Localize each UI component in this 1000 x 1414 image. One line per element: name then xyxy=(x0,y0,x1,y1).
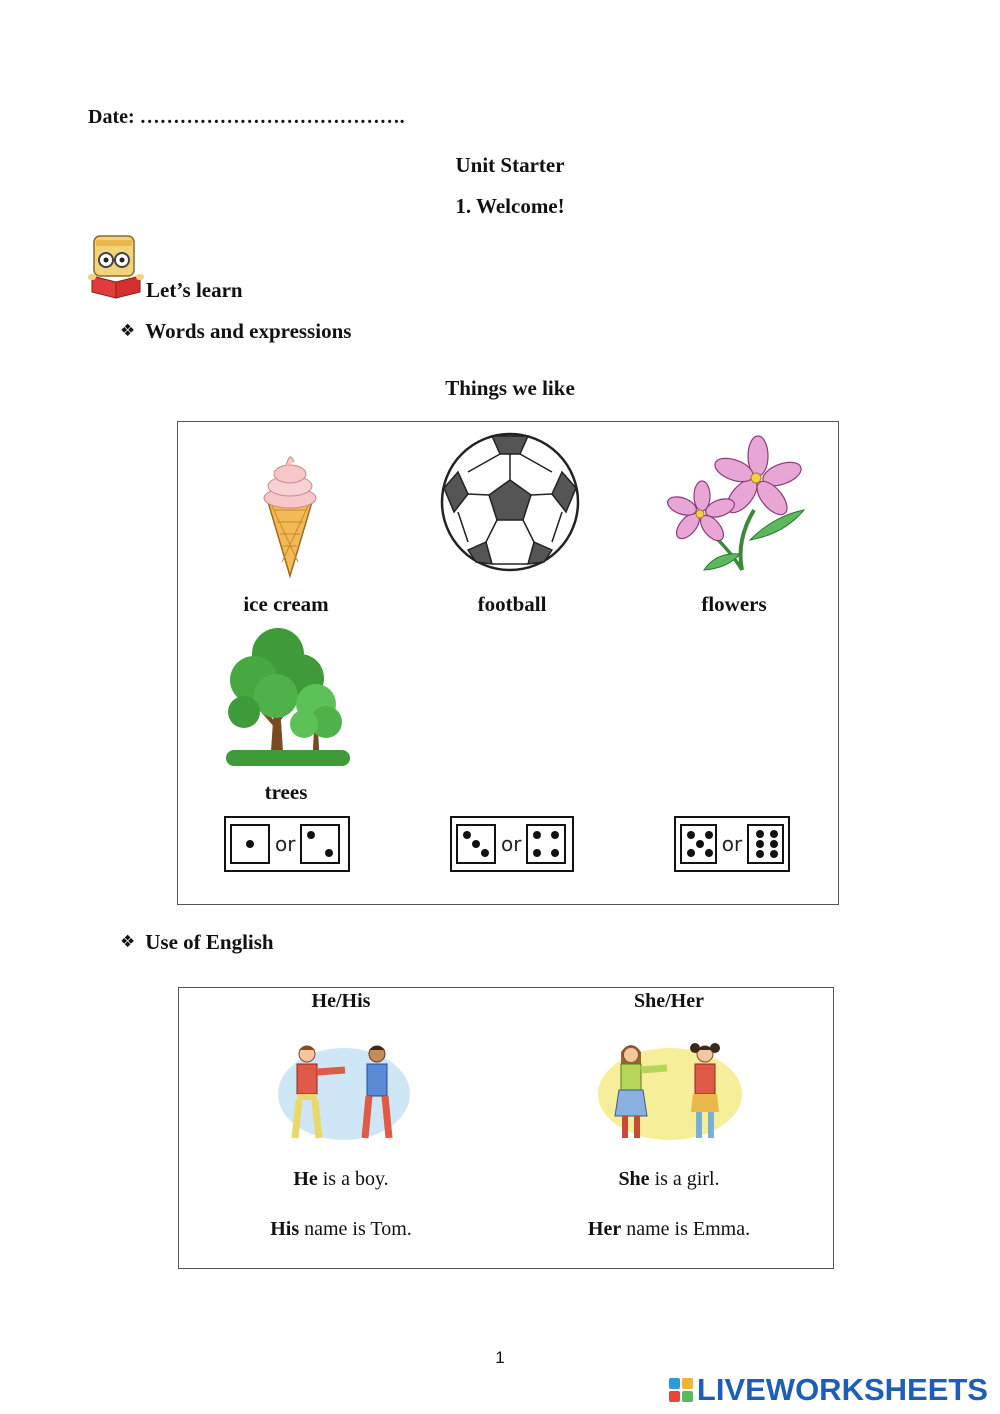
sentence-her-name-is-emma xyxy=(519,1218,819,1241)
dice-pip xyxy=(246,840,254,848)
liveworksheets-grid-icon xyxy=(669,1378,693,1402)
dice-pip xyxy=(705,831,713,839)
book-mascot-icon xyxy=(88,232,148,300)
section-label: Use of English xyxy=(145,930,274,954)
column-heading-she-her: She/Her xyxy=(634,990,704,1012)
die-face-4 xyxy=(526,824,566,864)
dice-group-3-or-4 xyxy=(450,816,574,872)
diamond-bullet-icon: ❖ xyxy=(120,321,136,341)
dice-group-5-or-6 xyxy=(674,816,790,872)
dice-pip xyxy=(307,831,315,839)
use-of-english-heading xyxy=(120,930,274,955)
brand-name: LIVEWORKSHEETS xyxy=(696,1372,988,1407)
sentence-rest: name is Emma. xyxy=(621,1218,751,1240)
unit-title: Unit Starter xyxy=(455,153,565,177)
or-label: or xyxy=(721,832,743,856)
dice-pip xyxy=(756,850,764,858)
dice-pip xyxy=(696,840,704,848)
dice-pip xyxy=(687,831,695,839)
vocab-label-ice-cream: ice cream xyxy=(243,592,329,616)
vocab-title: Things we like xyxy=(445,376,575,400)
date-line: Date: …………………………………. xyxy=(88,106,405,128)
vocab-label-football: football xyxy=(477,592,547,616)
dice-pip xyxy=(533,849,541,857)
ice-cream-icon xyxy=(250,440,330,580)
grammar-box xyxy=(178,987,834,1269)
sentence-she-is-a-girl xyxy=(519,1168,819,1191)
dice-pip xyxy=(472,840,480,848)
pronoun-bold: His xyxy=(270,1218,300,1240)
dice-pip xyxy=(551,849,559,857)
lesson-title: 1. Welcome! xyxy=(455,194,565,218)
die-face-5 xyxy=(680,824,717,864)
dice-pip xyxy=(325,849,333,857)
sentence-rest: name is Tom. xyxy=(299,1218,412,1240)
die-face-1 xyxy=(230,824,270,864)
diamond-bullet-icon: ❖ xyxy=(120,932,136,952)
sentence-rest: is a boy. xyxy=(317,1168,389,1190)
vocab-label-flowers: flowers xyxy=(701,592,767,616)
vocab-label-trees: trees xyxy=(264,780,308,804)
flowers-icon xyxy=(664,430,814,580)
or-label: or xyxy=(275,832,296,856)
die-face-3 xyxy=(456,824,496,864)
dice-group-1-or-2 xyxy=(224,816,350,872)
die-face-2 xyxy=(300,824,340,864)
dice-pip xyxy=(533,831,541,839)
football-icon xyxy=(440,432,580,572)
words-expressions-heading xyxy=(120,319,351,344)
two-girls-icon xyxy=(597,1038,743,1142)
dice-pip xyxy=(770,830,778,838)
die-face-6 xyxy=(747,824,784,864)
dice-pip xyxy=(481,849,489,857)
column-heading-he-his: He/His xyxy=(311,990,371,1012)
sentence-his-name-is-tom xyxy=(191,1218,491,1241)
or-label: or xyxy=(501,832,522,856)
section-label: Words and expressions xyxy=(145,319,352,343)
pronoun-bold: He xyxy=(293,1168,318,1190)
dice-pip xyxy=(770,840,778,848)
pronoun-bold: She xyxy=(618,1168,650,1190)
dice-pip xyxy=(770,850,778,858)
dice-pip xyxy=(687,849,695,857)
dice-pip xyxy=(705,849,713,857)
liveworksheets-logo[interactable] xyxy=(669,1372,988,1408)
lets-learn-heading: Let’s learn xyxy=(146,278,243,302)
sentence-rest: is a girl. xyxy=(649,1168,720,1190)
vocab-box xyxy=(177,421,839,905)
trees-icon xyxy=(226,626,350,770)
page-number: 1 xyxy=(495,1348,505,1367)
dice-pip xyxy=(551,831,559,839)
dice-pip xyxy=(756,830,764,838)
two-boys-icon xyxy=(277,1038,411,1142)
pronoun-bold: Her xyxy=(587,1218,622,1240)
dice-pip xyxy=(756,840,764,848)
sentence-he-is-a-boy xyxy=(191,1168,491,1191)
dice-pip xyxy=(463,831,471,839)
